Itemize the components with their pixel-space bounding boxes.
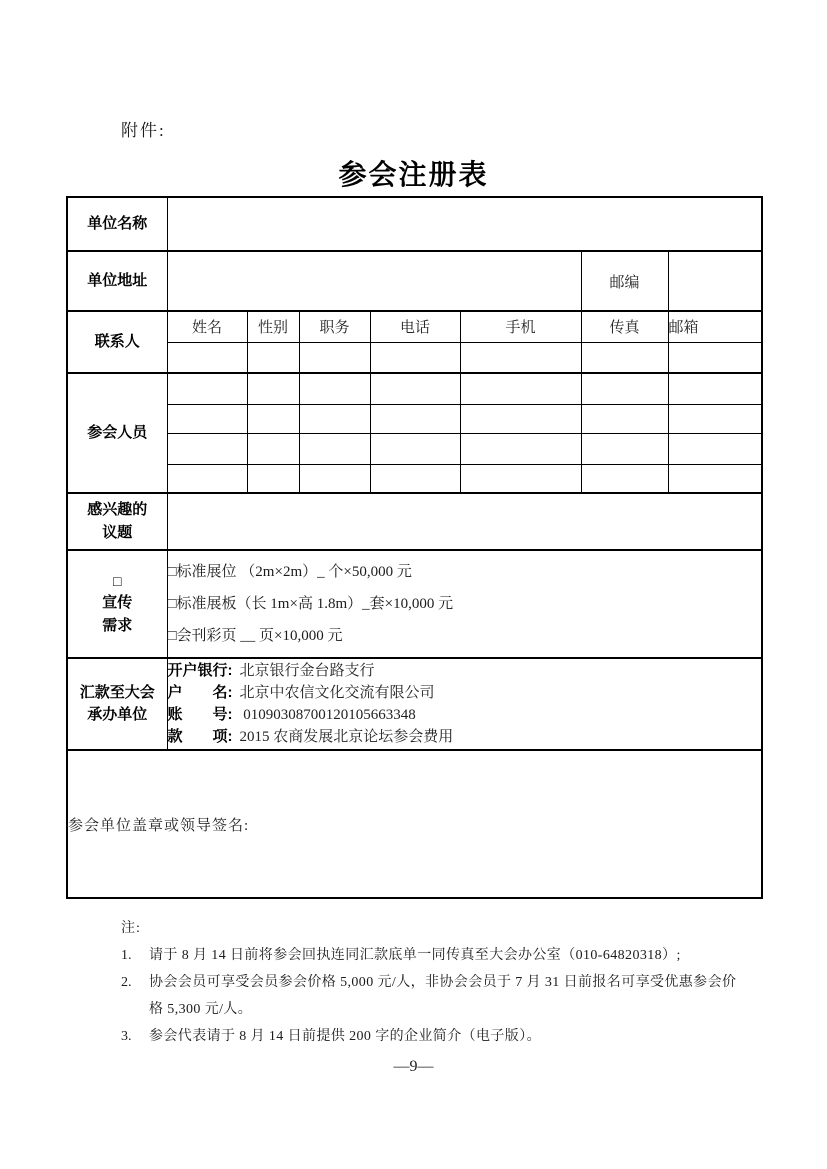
participant-cell: [668, 464, 762, 493]
column-header-position: 职务: [299, 311, 370, 342]
postal-code-value-cell: [668, 251, 762, 311]
note-text: 参会代表请于 8 月 14 日前提供 200 字的企业简介（电子版）。: [149, 1029, 541, 1044]
column-header-gender: 性别: [247, 311, 299, 342]
bank-name-label: 开户银行:: [167, 662, 233, 679]
participants-label: 参会人员: [67, 373, 167, 493]
unit-address-label: 单位地址: [67, 251, 167, 311]
publicity-label-line1: [68, 571, 167, 615]
participant-cell: [668, 373, 762, 404]
publicity-label-text1: 宣传: [102, 594, 133, 611]
participant-cell: [370, 433, 460, 464]
topics-label: [67, 493, 167, 550]
participant-cell: [247, 373, 299, 404]
participant-cell: [370, 373, 460, 404]
topics-value-cell: [167, 493, 762, 550]
page-title: 参会注册表: [338, 159, 489, 190]
column-header-phone: 电话: [370, 311, 460, 342]
contact-cell: [370, 342, 460, 373]
notes-heading: 注:: [121, 921, 141, 936]
bank-row: [168, 660, 762, 682]
checkbox-icon: □: [113, 573, 122, 589]
publicity-label: [67, 550, 167, 658]
unit-name-label: 单位名称: [67, 197, 167, 251]
remittance-label: [67, 658, 167, 750]
bank-row: [168, 726, 762, 748]
participant-cell: [668, 433, 762, 464]
participant-row: [67, 373, 762, 404]
unit-address-row: [67, 251, 762, 311]
publicity-option-booth: □标准展位 （2m×2m）_ 个×50,000 元: [167, 564, 412, 580]
note-item-3: [121, 1023, 739, 1050]
participant-cell: [167, 404, 247, 433]
page-number: —9—: [393, 1058, 434, 1075]
participant-row: [67, 404, 762, 433]
note-item-1: [121, 942, 739, 969]
participant-row: [67, 433, 762, 464]
participant-cell: [370, 464, 460, 493]
payment-item-label: 款 项:: [167, 728, 233, 745]
contact-header-row: [67, 311, 762, 342]
remittance-label-line1: 汇款至大会: [79, 683, 155, 701]
topics-label-line2: 议题: [102, 523, 133, 541]
column-header-email: 邮箱: [668, 311, 762, 342]
publicity-option-journal: □会刊彩页 __ 页×10,000 元: [167, 628, 343, 644]
contact-cell: [581, 342, 668, 373]
publicity-row: [67, 550, 762, 658]
attachment-label: 附件:: [121, 121, 166, 140]
publicity-option-board: □标准展板（长 1m×高 1.8m）_套×10,000 元: [167, 596, 454, 612]
participant-cell: [299, 404, 370, 433]
postal-code-label: 邮编: [581, 251, 668, 311]
participant-cell: [247, 433, 299, 464]
bank-row: [168, 704, 762, 726]
participant-row: [67, 464, 762, 493]
unit-name-row: [67, 197, 762, 251]
participant-cell: [460, 404, 581, 433]
participant-cell: [299, 433, 370, 464]
payment-item-value: 2015 农商发展北京论坛参会费用: [239, 729, 454, 745]
contact-cell: [668, 342, 762, 373]
contact-cell: [299, 342, 370, 373]
participant-cell: [581, 373, 668, 404]
topics-label-line1: 感兴趣的: [87, 501, 148, 518]
participant-cell: [247, 464, 299, 493]
bank-info-cell: [167, 658, 762, 750]
participant-cell: [247, 404, 299, 433]
remittance-label-line2: 承办单位: [87, 706, 148, 723]
participant-cell: [668, 404, 762, 433]
note-text: 协会会员可享受会员参会价格 5,000 元/人，非协会会员于 7 月 31 日前报名可享受优惠参会价格 5,300 元/人。: [149, 975, 737, 1017]
account-number-value: 01090308700120105663348: [239, 707, 416, 723]
participant-cell: [460, 373, 581, 404]
participant-cell: [370, 404, 460, 433]
participant-cell: [581, 464, 668, 493]
note-number: 2.: [121, 975, 132, 990]
publicity-options-cell: [167, 550, 762, 658]
account-holder-label: 户 名:: [167, 684, 233, 701]
account-holder-value: 北京中农信文化交流有限公司: [239, 685, 435, 701]
publicity-label-line2: 需求: [102, 616, 133, 634]
bank-row: [168, 682, 762, 704]
unit-name-value-cell: [167, 197, 762, 251]
participant-cell: [167, 433, 247, 464]
note-number: 1.: [121, 948, 132, 963]
contact-entry-row: [67, 342, 762, 373]
note-text: 请于 8 月 14 日前将参会回执连同汇款底单一同传真至大会办公室（010-64820318）;: [149, 948, 681, 963]
contact-cell: [460, 342, 581, 373]
topics-row: [67, 493, 762, 550]
contact-cell: [167, 342, 247, 373]
participant-cell: [581, 404, 668, 433]
contact-cell: [247, 342, 299, 373]
column-header-name: 姓名: [167, 311, 247, 342]
participant-cell: [167, 464, 247, 493]
column-header-mobile: 手机: [460, 311, 581, 342]
unit-address-value-cell: [167, 251, 581, 311]
participant-cell: [460, 464, 581, 493]
account-number-label: 账 号:: [167, 706, 233, 723]
participant-cell: [460, 433, 581, 464]
signature-label: 参会单位盖章或领导签名:: [67, 750, 762, 898]
participant-cell: [167, 373, 247, 404]
signature-row: [67, 750, 762, 898]
notes-section: [121, 916, 739, 1050]
participant-cell: [581, 433, 668, 464]
contact-label: 联系人: [67, 311, 167, 373]
note-item-2: [121, 969, 739, 1023]
participant-cell: [299, 464, 370, 493]
registration-form-table: [66, 196, 763, 899]
note-number: 3.: [121, 1029, 132, 1044]
column-header-fax: 传真: [581, 311, 668, 342]
bank-name-value: 北京银行金台路支行: [239, 663, 375, 679]
participant-cell: [299, 373, 370, 404]
remittance-row: [67, 658, 762, 750]
